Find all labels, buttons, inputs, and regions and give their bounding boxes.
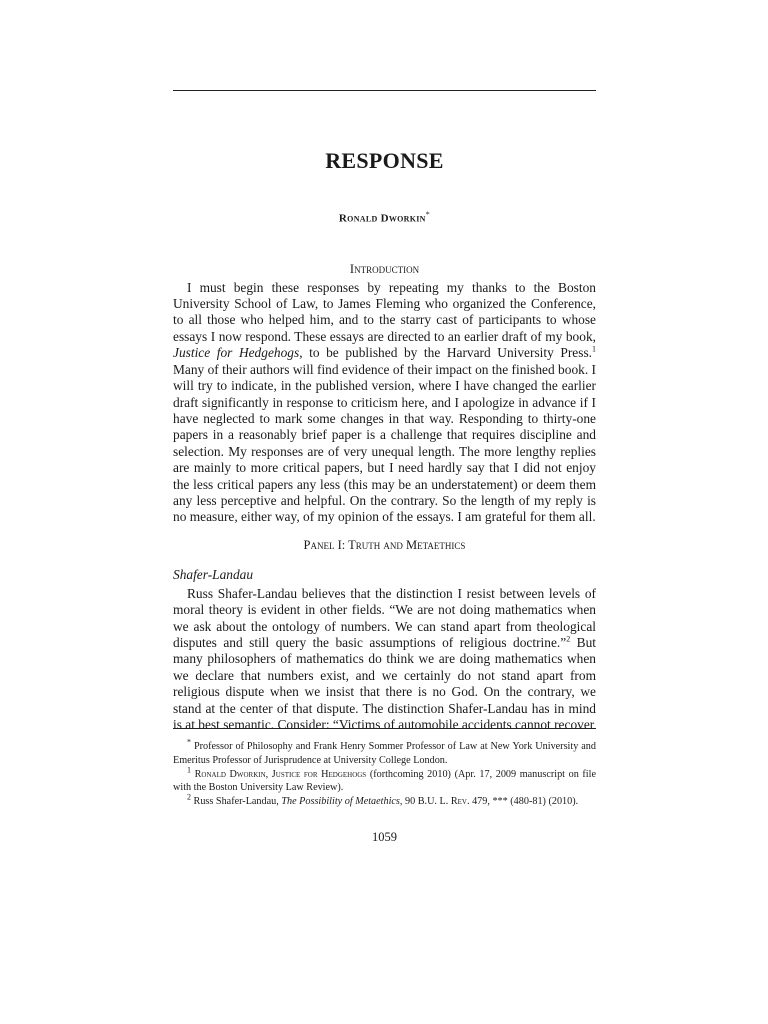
footnote-star: * Professor of Philosophy and Frank Henry Sommer Professor of Law at New York University and Emeritus Professor of Jurisprudence at University College London. bbox=[173, 737, 596, 766]
footnote-1: $^1$ Ronald Dworkin, Justice for Hedgehogs (forthcoming 2010) (Apr. 17, 2009 manuscript on file with the Boston University Law Review). bbox=[173, 765, 596, 794]
author-line bbox=[173, 210, 596, 225]
footnote-ref-2[interactable]: 2 bbox=[566, 634, 571, 644]
footnotes bbox=[173, 737, 596, 809]
article-title: RESPONSE bbox=[325, 148, 444, 173]
footnote-ref-1[interactable]: 1 bbox=[592, 344, 596, 354]
page-number: 1059 bbox=[372, 830, 397, 844]
introduction-paragraph: I must begin these responses by repeating my thanks to the Boston University School of Law, to James Fleming who organized the Conference, to all those who helped him, and to the starry cast of participants to whose essays I now respond. These essays are directed to an earlier draft of my book, Justice for Hedgehogs, to be published by the Harvard University Press.$^1$ Many of their authors will find evidence of their impact on the finished book. I will try to indicate, in the published version, where I have changed the earlier draft significantly in response to criticism here, and I apologize in advance if I have neglected to mark some changes in that way. Responding to thirty-one papers in a reasonably brief paper is a challenge that requires discipline and selection. My responses are of very unequal length. The more lengthy replies are mainly to more critical papers, but I need hardly say that I did not enjoy the less critical papers any less (this may be an understatement) or deem them any less perceptive and helpful. On the contrary. So the length of my reply is no measure, either way, of my opinion of the essays. I am grateful for them all. bbox=[173, 279, 596, 525]
footnote-rule bbox=[173, 728, 596, 729]
top-rule bbox=[173, 90, 596, 91]
subheading-shafer-landau: Shafer-Landau bbox=[173, 566, 254, 582]
main-content bbox=[173, 148, 596, 733]
shafer-landau-paragraph: Russ Shafer-Landau believes that the distinction I resist between levels of moral theory is evident in other fields. “We are not doing mathematics when we ask about the ontology of numbers. We can stand apart from theological disputes and still query the basic assumptions of religious doctrine.”$^2$ But many philosophers of mathematics do think we are doing mathematics when we declare that numbers exist, and we certainly do not stand apart from religious dispute when we insist that there is no God. On the contrary, we stand at the center of that dispute. The distinction Shafer-Landau has in mind is at best semantic. Consider: “Victims of automobile accidents cannot recover bbox=[173, 585, 596, 732]
author-footnote-mark[interactable]: * bbox=[425, 210, 431, 219]
section-heading-introduction: Introduction bbox=[349, 261, 420, 276]
book-title: Justice for Hedgehogs bbox=[173, 345, 300, 361]
author-name: Ronald Dworkin bbox=[338, 212, 426, 225]
section-heading-panel-1: Panel I: Truth and Metaethics bbox=[303, 537, 466, 552]
footnote-2: $^2$ Russ Shafer-Landau, The Possibility of Metaethics, 90 B.U. L. Rev. 479, *** (480-81) (2010). bbox=[187, 792, 579, 808]
